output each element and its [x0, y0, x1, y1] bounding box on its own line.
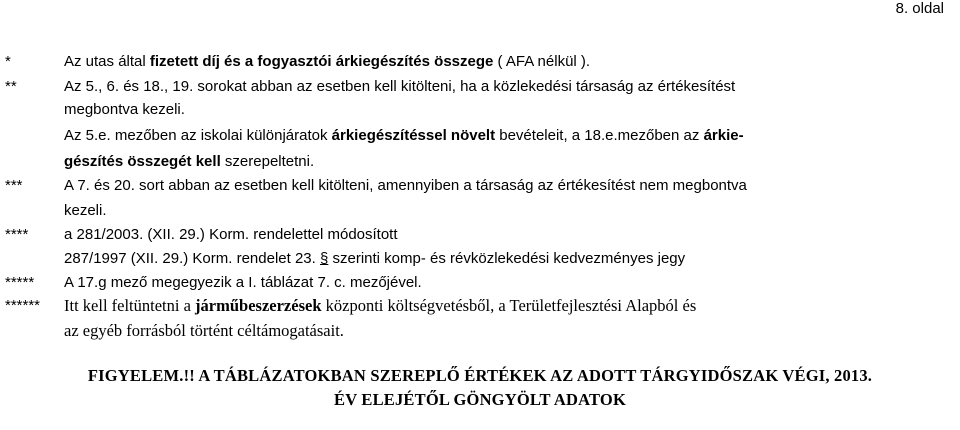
footnote-2-line-4	[64, 153, 314, 170]
footnote-marker-1: *	[5, 53, 11, 70]
footnote-marker-2: **	[5, 78, 17, 95]
footnote-1-line-1	[64, 53, 590, 70]
page-number: 8. oldal	[895, 0, 944, 17]
warning-line-1: FIGYELEM.!! A TÁBLÁZATOKBAN SZEREPLŐ ÉRTÉKEK AZ ADOTT TÁRGYIDŐSZAK VÉGI, 2013.	[87, 366, 873, 385]
footnote-4-line-2	[64, 250, 685, 267]
footnote-marker-6: ******	[5, 297, 41, 314]
bold-text-run: gészítés összegét kell	[64, 153, 221, 170]
bold-text-run: árkie-	[703, 127, 744, 144]
text-run: szerepeltetni.	[220, 153, 315, 170]
text-run: 287/1997 (XII. 29.) Korm. rendelet 23.	[64, 250, 320, 267]
footnote-2-line-3	[64, 127, 744, 144]
footnote-4-line-1: a 281/2003. (XII. 29.) Korm. rendelettel módosított	[64, 226, 398, 243]
warning-line-2: ÉV ELEJÉTŐL GÖNGYÖLT ADATOK	[334, 390, 626, 409]
footnote-6-line-2: az egyéb forrásból történt céltámogatásait.	[64, 321, 344, 340]
text-run: központi költségvetésből, a Területfejlesztési Alapból és	[321, 296, 697, 315]
text-run: szerinti komp- és révközlekedési kedvezményes jegy	[328, 250, 686, 267]
footnote-marker-5: *****	[5, 274, 35, 291]
text-run: Itt kell feltüntetni a	[64, 296, 196, 315]
text-run: Az 5.e. mezőben az iskolai különjáratok	[64, 127, 332, 144]
footnote-6-line-1	[64, 296, 696, 316]
text-run: Az utas által	[64, 53, 150, 70]
footnote-2-line-1: Az 5., 6. és 18., 19. sorokat abban az esetben kell kitölteni, ha a közlekedési társaság az értékesítést	[64, 78, 736, 95]
footnote-3-line-2: kezeli.	[64, 202, 107, 219]
footnote-marker-4: ****	[5, 226, 29, 243]
text-run: ( AFA nélkül ).	[493, 53, 591, 70]
footnote-marker-3: ***	[5, 177, 23, 194]
bold-text-run: fizetett díj és a fogyasztói árkiegészítés összege	[149, 53, 494, 70]
bold-text-run: járműbeszerzések	[195, 296, 322, 315]
bold-text-run: árkiegészítéssel növelt	[331, 127, 496, 144]
footnote-2-line-2: megbontva kezeli.	[64, 101, 185, 118]
section-sign: §	[319, 250, 329, 267]
footnote-5-line-1: A 17.g mező megegyezik a I. táblázat 7. c. mezőjével.	[64, 274, 422, 291]
text-run: bevételeit, a 18.e.mezőben az	[495, 127, 704, 144]
footnote-3-line-1: A 7. és 20. sort abban az esetben kell kitölteni, amennyiben a társaság az értékesítést nem megbontva	[64, 177, 747, 194]
